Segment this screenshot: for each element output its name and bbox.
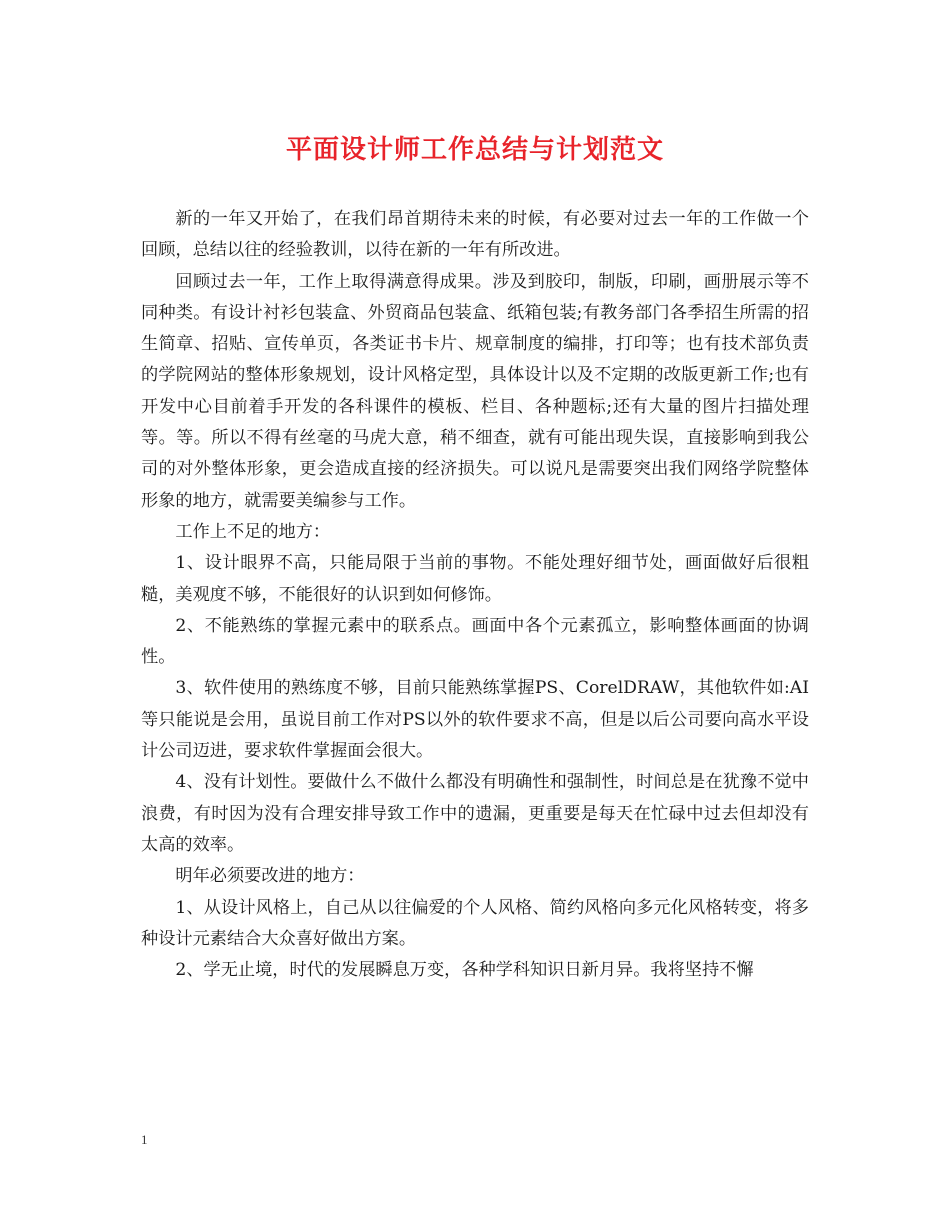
paragraph-improvement-1: 1、从设计风格上，自己从以往偏爱的个人风格、简约风格向多元化风格转变，将多种设计元素结合大众喜好做出方案。 — [141, 897, 809, 949]
paragraph-shortcomings-heading: 工作上不足的地方： — [175, 521, 331, 542]
paragraph-shortcoming-1: 1、设计眼界不高，只能局限于当前的事物。不能处理好细节处，画面做好后很粗糙，美观度不够，不能很好的认识到如何修饰。 — [141, 553, 809, 605]
paragraph-improvement-2: 2、学无止境，时代的发展瞬息万变，各种学科知识日新月异。我将坚持不懈 — [175, 960, 754, 981]
document-title: 平面设计师工作总结与计划范文 — [285, 135, 664, 165]
document-body — [141, 204, 809, 986]
paragraph-shortcoming-3: 3、软件使用的熟练度不够，目前只能熟练掌握PS、CorelDRAW，其他软件如:AI 等只能说是会用，虽说目前工作对PS以外的软件要求不高，但是以后公司要向高水平设计公司迈进，要求软件掌握面会很大。 — [141, 678, 809, 762]
paragraph-shortcoming-2: 2、不能熟练的掌握元素中的联系点。画面中各个元素孤立，影响整体画面的协调性。 — [141, 615, 809, 668]
page-number: 1 — [141, 1132, 148, 1147]
paragraph-shortcoming-4: 4、没有计划性。要做什么不做什么都没有明确性和强制性，时间总是在犹豫不觉中浪费，有时因为没有合理安排导致工作中的遗漏，更重要是每天在忙碌中过去但却没有太高的效率。 — [141, 772, 809, 855]
paragraph-improvements-heading: 明年必须要改进的地方： — [175, 866, 365, 887]
paragraph-review: 回顾过去一年，工作上取得满意得成果。涉及到胶印，制版，印刷，画册展示等不同种类。有设计衬衫包装盒、外贸商品包装盒、纸箱包装;有教务部门各季招生所需的招生简章、招贴、宣传单页，各类证书卡片、规章制度的编排，打印等；也有技术部负责的学院网站的整体形象规划，设计风格定型，具体设计以及不定期的改版更新工作;也有开发中心目前着手开发的各科课件的模板、栏目、各种题标;还有大量的图片扫描处理等。等。所以不得有丝毫的马虎大意，稍不细查，就有可能出现失误，直接影响到我公司的对外整体形象，更会造成直接的经济损失。可以说凡是需要突出我们网络学院整体形象的地方，就需要美编参与工作。 — [141, 271, 809, 511]
paragraph-intro: 新的一年又开始了，在我们昂首期待未来的时候，有必要对过去一年的工作做一个回顾，总结以往的经验教训，以待在新的一年有所改进。 — [141, 209, 809, 261]
